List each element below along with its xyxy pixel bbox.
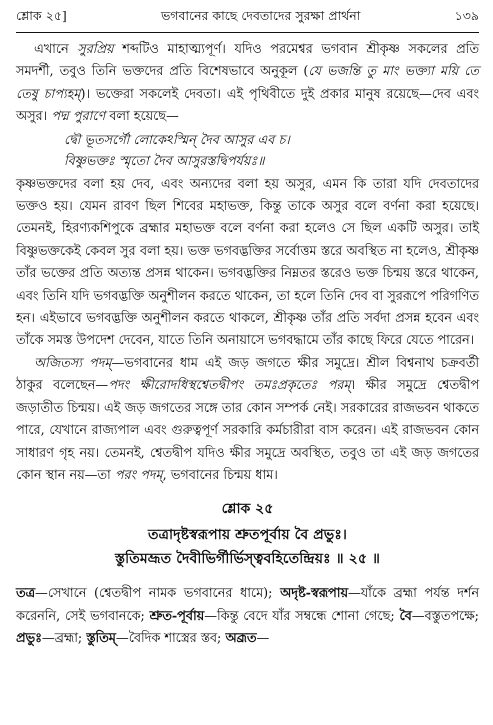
p1-text-c: শব্দটিও মাহাত্ম্যপূর্ণ। যদিও পরমেশ্বর ভগবান শ্রীকৃষ্ণ সকলের প্রতি সমদর্শী, তবুও তিনি ভক্তদের প্রতি বিশেষভাবে অনুকূল ( <box>16 42 479 80</box>
p3-param-padam: পরং পদম্ <box>114 467 163 483</box>
verse-line-1: তত্রাদৃষ্টস্বরূপায় শ্রুতপূর্বায় বৈ প্রভুঃ। <box>147 527 348 544</box>
synonyms <box>16 583 479 650</box>
syn-word: স্তুতিম্ <box>86 631 116 647</box>
paragraph-3 <box>16 353 479 487</box>
p3-text-b: —ভগবানের ধাম এই জড় জগতে ক্ষীর সমুদ্রে। শ্রীল বিশ্বনাথ চক্রবর্তী ঠাকুর বলেছেন— <box>16 355 479 394</box>
padma-purana-quote <box>64 130 479 172</box>
paragraph-1 <box>16 39 479 129</box>
syn-meaning: —বস্তুতপক্ষে; <box>411 608 479 624</box>
page-number: ১৩৯ <box>454 8 479 23</box>
syn-word: তত্র <box>16 586 36 602</box>
p1-term-surapriya: সুরপ্রিয় <box>77 42 114 57</box>
quote-line-2: বিষ্ণুভক্তঃ স্মৃতো দৈব আসুরস্তদ্বিপর্যয়ঃ॥ <box>64 153 265 169</box>
syn-meaning: — <box>256 631 270 647</box>
chapter-title: ভগবানের কাছে দেবতাদের সুরক্ষা প্রার্থনা <box>160 8 361 23</box>
syn-meaning: —কিন্তু বেদে যাঁর সম্বন্ধে শোনা গেছে; <box>204 608 400 624</box>
syn-meaning: —সেখানে (শ্বেতদ্বীপ নামক ভগবানের ধামে); <box>35 586 281 602</box>
p1-padma-purana: পদ্ম পুরাণে <box>51 109 106 125</box>
header-rule <box>16 32 479 33</box>
syn-word: অদৃষ্ট-স্বরূপায় <box>280 586 348 602</box>
p1-text-e: )। ভক্তেরা সকলেই দেবতা। এই পৃথিবীতে দুই প্রকার মানুষ রয়েছে—দেব এবং অসুর। <box>16 86 479 125</box>
quote-line-1: দ্বৌ ভূতসর্গৌ লোকেঽস্মিন্ দৈব আসুর এব চ। <box>64 132 290 148</box>
syn-meaning: —যাঁকে ব্রহ্মা পর্যন্ত দর্শন করেননি, সেই ভগবানকে; <box>16 586 480 624</box>
verse-line-2: স্তুতিমভ্রূত দৈবীভির্গীর্ভিস্ত্ববহিতেন্দ্রিয়ঃ ॥ ২৫ ॥ <box>114 551 381 568</box>
p1-gita-quote: যে ভজন্তি তু মাং ভক্ত্যা ময়ি তে তেষু চাপ্যহম্ <box>16 64 479 102</box>
p3-text-d: । ক্ষীর সমুদ্রে শ্বেতদ্বীপ জড়াতীত চিন্ময়। এই জড় জগতের সঙ্গে তার কোন সম্পর্ক নেই। সরকারের রাজভবন থাকতে পারে, যেখানে রাজ্যপাল এবং গুরুত্বপূর্ণ সরকারি কর্মচারীরা বাস করেন। এই রাজভবন কোন সাধারণ গৃহ নয়। তেমনই, শ্বেতদ্বীপ যদিও ক্ষীর সমুদ্রে অবস্থিত, তবুও তা এই জড় জগতের কোন স্থান নয়—তা <box>16 378 480 483</box>
syn-word: প্রভুঃ <box>16 631 42 647</box>
p1-text-g: বলা হয়েছে— <box>105 109 179 125</box>
syn-meaning: —ব্রহ্মা; <box>41 631 87 647</box>
verse-reference: শ্লোক ২৫] <box>16 8 67 23</box>
p1-text-a: এখানে <box>34 42 78 57</box>
syn-word: শ্রুত-পূর্বায় <box>149 608 205 624</box>
syn-meaning: —বৈদিক শাস্ত্রের স্তব; <box>115 631 226 647</box>
p3-ajitasya-padam: অজিতস্য পদম্ <box>34 355 112 371</box>
running-header <box>16 8 479 28</box>
p3-commentary-quote: পদং ক্ষীরোদধিস্থশ্বেতদ্বীপং তমঃপ্রকৃতেঃ পরম্ <box>108 378 351 394</box>
verse-heading: শ্লোক ২৫ <box>221 501 274 518</box>
syn-word: অব্রূত <box>225 631 257 647</box>
p3-text-f: , ভগবানের চিন্ময় ধাম। <box>162 467 278 483</box>
paragraph-2: কৃষ্ণভক্তদের বলা হয় দেব, এবং অন্যদের বলা হয় অসুর, এমন কি তারা যদি দেবতাদের ভক্তও হয়। যেমন রাবণ ছিল শিবের মহাভক্ত, কিন্তু তাকে অসুর বলে বর্ণনা করা হয়েছে। তেমনই, হিরণ্যকশিপুকে ব্রহ্মার মহাভক্ত বলে বর্ণনা করা হলেও সে ছিল একটি অসুর। তাই বিষ্ণুভক্তকেই কেবল সুর বলা হয়। ভক্ত ভগবদ্ভক্তির সর্বোত্তম স্তরে অবস্থিত না হলেও, শ্রীকৃষ্ণ তাঁর ভক্তের প্রতি অত্যন্ত প্রসন্ন থাকেন। ভগবদ্ভক্তির নিম্নতর স্তরেও ভক্ত চিন্ময় স্তরে থাকেন, এবং তিনি যদি ভগবদ্ভক্তি অনুশীলন করতে থাকেন, তা হলে তিনি দেব বা সুররূপে পরিগণিত হন। এইভাবে ভগবদ্ভক্তি অনুশীলন করতে থাকলে, শ্রীকৃষ্ণ তাঁর প্রতি সর্বদা প্রসন্ন হবেন এবং তাঁকে সমস্ত উপদেশ দেবেন, যাতে তিনি অনায়াসে ভগবদ্ধামে তাঁর কাছে ফিরে যেতে পারেন। <box>16 176 479 349</box>
syn-word: বৈ <box>399 608 412 624</box>
